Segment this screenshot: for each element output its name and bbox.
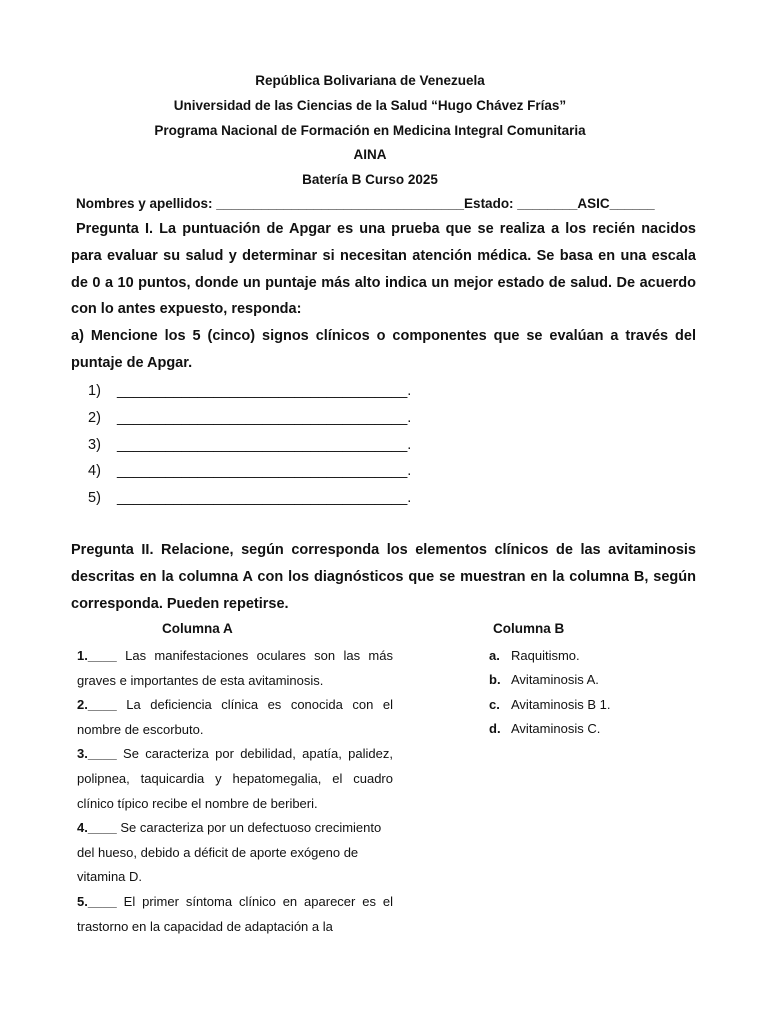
item-number: 5. xyxy=(77,893,88,909)
item-number: 1. xyxy=(77,648,88,663)
item-text: Avitaminosis B 1. xyxy=(511,696,611,712)
answer-blank: ____________________________________. xyxy=(117,383,412,399)
item-letter: b. xyxy=(489,672,501,688)
item-text: La deficiencia clínica es conocida con el nombre de escorbuto. xyxy=(77,697,393,737)
column-a-item xyxy=(77,644,393,693)
item-blank: ____ xyxy=(87,820,117,836)
student-info-line: Nombres y apellidos: _________________________________Estado: ________ASIC______ xyxy=(76,196,655,211)
column-a-list xyxy=(77,644,393,939)
item-number: 2. xyxy=(77,697,88,713)
answer-line xyxy=(88,378,411,405)
column-a-item xyxy=(77,742,393,816)
answer-number: 5) xyxy=(88,490,101,507)
item-blank: ____ xyxy=(87,893,117,909)
item-text: Avitaminosis A. xyxy=(511,672,599,688)
column-b-list xyxy=(489,644,610,742)
item-number: 3. xyxy=(77,746,88,762)
item-text: Se caracteriza por debilidad, apatía, palidez, polipnea, taquicardia y hepatomegalia, el cuadro clínico típico recibe el nombre de beriberi. xyxy=(77,746,393,811)
item-text: Avitaminosis C. xyxy=(511,721,601,737)
header-program: Programa Nacional de Formación en Medicina Integral Comunitaria xyxy=(154,123,586,138)
header-battery: Batería B Curso 2025 xyxy=(302,172,438,187)
item-text: Se caracteriza por un defectuoso crecimiento del hueso, debido a déficit de aporte exógeno de vitamina D. xyxy=(77,820,382,885)
item-blank: ____ xyxy=(87,648,117,663)
column-a-item xyxy=(77,693,393,742)
question-1-intro: Pregunta I. La puntuación de Apgar es una prueba que se realiza a los recién nacidos para evaluar su salud y determinar si necesitan atención médica. Se basa en una escala de 0 a 10 puntos, donde un puntaje más alto indica un mejor estado de salud. De acuerdo con lo antes expuesto, responda: xyxy=(71,221,696,318)
header-course-code: AINA xyxy=(353,147,387,162)
item-letter: c. xyxy=(489,696,500,712)
column-a-item xyxy=(77,816,393,890)
item-letter: a. xyxy=(489,648,500,663)
question-1-answer-list xyxy=(88,378,411,512)
answer-number: 1) xyxy=(88,383,101,399)
answer-line xyxy=(88,485,411,512)
answer-line xyxy=(88,405,411,432)
question-2-intro: Pregunta II. Relacione, según corresponda los elementos clínicos de las avitaminosis descritas en la columna A con los diagnósticos que se muestran en la columna B, según corresponda. Pueden repetirse. xyxy=(71,542,696,612)
question-1-part-a: a) Mencione los 5 (cinco) signos clínicos o componentes que se evalúan a través del puntaje de Apgar. xyxy=(71,328,696,371)
answer-line xyxy=(88,432,411,459)
column-b-item xyxy=(489,644,610,668)
column-b-item xyxy=(489,717,610,741)
answer-number: 2) xyxy=(88,409,101,426)
item-letter: d. xyxy=(489,721,501,737)
column-b-item xyxy=(489,668,610,692)
column-a-item xyxy=(77,890,393,939)
column-a-title: Columna A xyxy=(162,621,233,636)
answer-line xyxy=(88,458,411,485)
item-text: Las manifestaciones oculares son las más graves e importantes de esta avitaminosis. xyxy=(77,648,393,688)
column-b-title: Columna B xyxy=(493,621,565,636)
answer-number: 3) xyxy=(88,436,101,453)
item-number: 4. xyxy=(77,820,88,836)
answer-number: 4) xyxy=(88,463,101,480)
header-country: República Bolivariana de Venezuela xyxy=(255,73,485,88)
answer-blank: ____________________________________. xyxy=(117,463,412,480)
item-blank: ____ xyxy=(87,746,117,762)
header-university: Universidad de las Ciencias de la Salud “Hugo Chávez Frías” xyxy=(173,98,567,113)
answer-blank: ____________________________________. xyxy=(117,409,412,426)
column-b-item xyxy=(489,693,610,717)
item-text: Raquitismo. xyxy=(511,648,580,663)
item-text: El primer síntoma clínico en aparecer es el trastorno en la capacidad de adaptación a la xyxy=(77,893,393,934)
item-blank: ____ xyxy=(87,697,117,713)
answer-blank: ____________________________________. xyxy=(117,436,412,453)
answer-blank: ____________________________________. xyxy=(117,490,412,507)
